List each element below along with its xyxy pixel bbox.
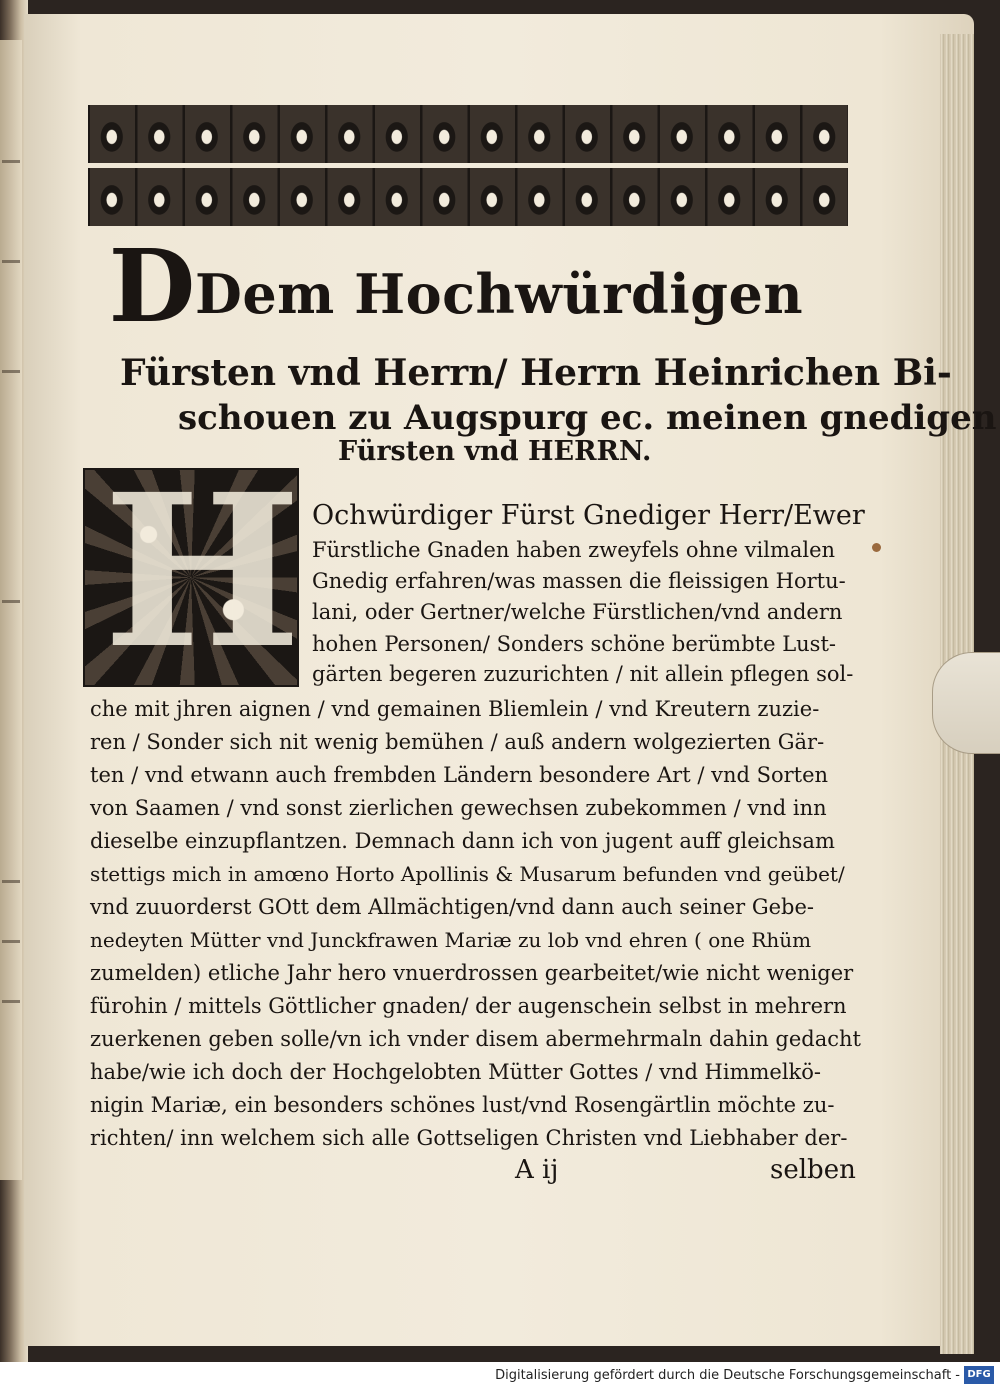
previous-page-edge (0, 40, 22, 1180)
title-initial: D (108, 227, 196, 345)
credit-text: Digitalisierung gefördert durch die Deutsche Forschungsgemeinschaft - (495, 1368, 960, 1383)
body-line: habe/wie ich doch der Hochgelobten Mütter Gottes / vnd Himmelkö- (90, 1060, 822, 1084)
body-line: lani, oder Gertner/welche Fürstlichen/vnd andern (312, 600, 843, 624)
ghost-text-mark (2, 160, 20, 163)
ornament-band-top (88, 105, 848, 163)
ghost-text-mark (2, 880, 20, 883)
body-line: Fürstliche Gnaden haben zweyfels ohne vilmalen (312, 538, 836, 562)
ghost-text-mark (2, 370, 20, 373)
ghost-text-mark (2, 940, 20, 943)
ghost-text-mark (2, 260, 20, 263)
dfg-logo: DFG (964, 1366, 994, 1384)
ornament-band-bottom (88, 168, 848, 226)
body-line: nigin Mariæ, ein besonders schönes lust/vnd Rosengärtlin möchte zu- (90, 1093, 835, 1117)
signature-mark: A ij (515, 1155, 559, 1185)
stain-spot (872, 543, 881, 552)
body-line: ren / Sonder sich nit wenig bemühen / auß andern wolgezierten Gär- (90, 730, 825, 754)
title-line-4: Fürsten vnd HERRN. (338, 436, 652, 467)
catchword: selben (770, 1155, 856, 1185)
body-line: zumelden) etliche Jahr hero vnuerdrossen gearbeitet/wie nicht weniger (90, 961, 854, 985)
title-line-1: Dem Hochwürdigen (195, 262, 804, 326)
body-line: Ochwürdiger Fürst Gnediger Herr/Ewer (312, 500, 865, 531)
body-line: hohen Personen/ Sonders schöne berümbte Lust- (312, 632, 836, 656)
body-line: richten/ inn welchem sich alle Gottseligen Christen vnd Liebhaber der- (90, 1126, 848, 1150)
body-line: dieselbe einzupflantzen. Demnach dann ich von jugent auff gleichsam (90, 829, 835, 853)
ghost-text-mark (2, 1000, 20, 1003)
body-line: nedeyten Mütter vnd Junckfrawen Mariæ zu lob vnd ehren ( one Rhüm (90, 928, 812, 952)
body-line: che mit jhren aignen / vnd gemainen Bliemlein / vnd Kreutern zuzie- (90, 697, 820, 721)
bookmark-tab (932, 652, 1000, 754)
woodcut-initial (83, 448, 302, 695)
title-line-2: Fürsten vnd Herrn/ Herrn Heinrichen Bi- (120, 352, 952, 394)
body-line: fürohin / mittels Göttlicher gnaden/ der augenschein selbst in mehrern (90, 994, 847, 1018)
ghost-text-mark (2, 600, 20, 603)
body-line: vnd zuuorderst GOtt dem Allmächtigen/vnd dann auch seiner Gebe- (90, 895, 815, 919)
woodcut-letter: H (103, 448, 302, 695)
body-line: stettigs mich in amœno Horto Apollinis & Musarum befunden vnd geübet/ (90, 862, 845, 886)
body-line: zuerkenen geben solle/vn ich vnder disem abermehrmaln dahin gedacht (90, 1027, 861, 1051)
body-line: ten / vnd etwann auch frembden Ländern besondere Art / vnd Sorten (90, 763, 829, 787)
body-line: gärten begeren zuzurichten / nit allein pflegen sol- (312, 662, 854, 686)
body-line: Gnedig erfahren/was massen die fleissigen Hortu- (312, 569, 846, 593)
body-line: von Saamen / vnd sonst zierlichen gewechsen zubekommen / vnd inn (90, 796, 827, 820)
title-line-3: schouen zu Augspurg ec. meinen gnedigen (178, 398, 997, 438)
